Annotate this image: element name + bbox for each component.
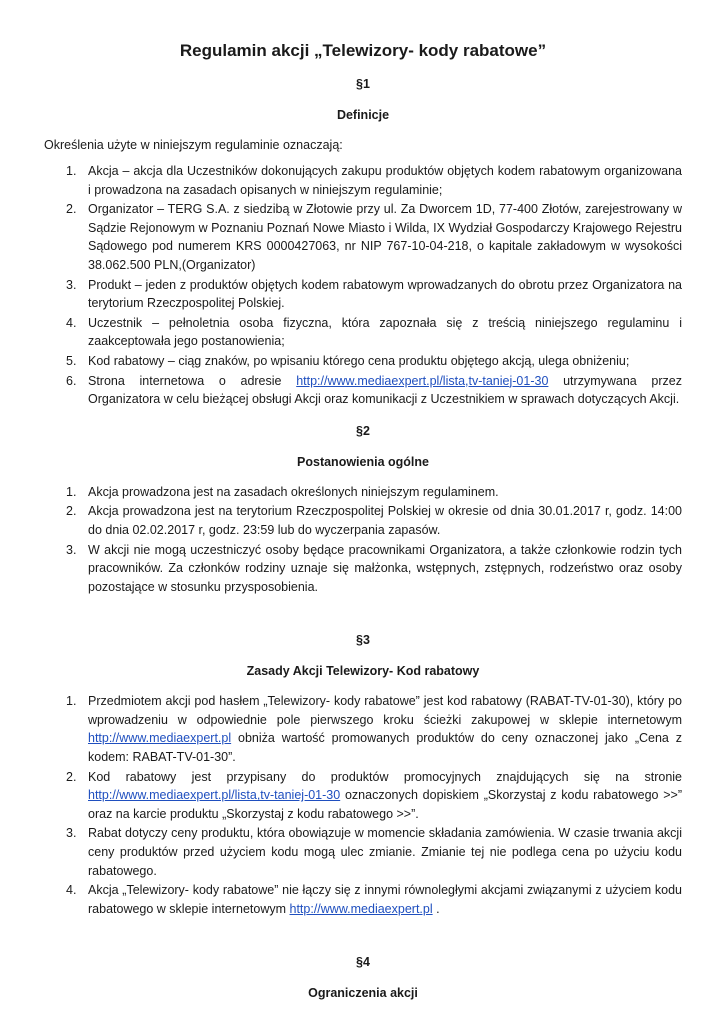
section-4: [44, 953, 682, 1002]
section-1: [44, 75, 682, 409]
document-page: [44, 40, 682, 1014]
list-item: [44, 502, 682, 539]
list-item: [44, 372, 682, 409]
list-item: [44, 352, 682, 371]
list-item-number: 5.: [66, 353, 77, 368]
section-heading: Definicje: [336, 108, 390, 122]
list-item-number: 4.: [66, 315, 77, 330]
item-text: W akcji nie mogą uczestniczyć osoby będące pracownikami Organizatora, a także członkowie rodzin tych pracowników. Za członków rodziny uznaje się małżonka, wstępnych, zstępnych, rodzeństwo oraz osoby pozostające w stosunku przysposobienia.: [88, 542, 682, 594]
list-item: [44, 162, 682, 199]
item-text: Produkt – jeden z produktów objętych kodem rabatowym wprowadzanych do obrotu przez Organizatora na terytorium Rzeczpospolitej Polskiej.: [88, 277, 682, 311]
section-number: §1: [356, 77, 370, 91]
list-item: [44, 541, 682, 597]
item-text: Akcja – akcja dla Uczestników dokonujących zakupu produktów objętych kodem rabatowym organizowana i prowadzona na zasadach opisanych w niniejszym regulaminie;: [88, 164, 682, 197]
hyperlink[interactable]: http://www.mediaexpert.pl/lista,tv-taniej-01-30: [88, 788, 341, 803]
section-heading: Ograniczenia akcji: [308, 986, 418, 1001]
section-heading: Zasady Akcji Telewizory- Kod rabatowy: [246, 664, 480, 679]
list-item: [44, 276, 682, 313]
section-number: §3: [356, 633, 370, 648]
hyperlink[interactable]: http://www.mediaexpert.pl: [289, 901, 433, 916]
item-text: .: [432, 901, 440, 916]
item-text: oznaczonych dopiskiem „Skorzystaj z kodu rabatowego >>” oraz na karcie produktu „Skorzystaj z kodu rabatowego >>”.: [88, 788, 682, 821]
list-item: [44, 692, 682, 766]
definitions-list: [44, 162, 682, 409]
hyperlink[interactable]: http://www.mediaexpert.pl: [88, 731, 232, 746]
list-item-number: 6.: [66, 373, 77, 388]
document-title: Regulamin akcji „Telewizory- kody rabatowe”: [179, 41, 547, 60]
rules-list: [44, 692, 682, 918]
section-3: [44, 631, 682, 918]
item-text: Organizator – TERG S.A. z siedzibą w Złotowie przy ul. Za Dworcem 1D, 77-400 Złotów, zarejestrowany w Sądzie Rejonowym w Poznaniu Poznań Nowe Miasto i Wilda, IX Wydział Gospodarczy Krajowego Rejestru Sądowego pod numerem KRS 0000427063, nr NIP 767-10-04-218, o kapitale zakładowym w wysokości 38.062.500 PLN,(Organizator): [88, 202, 682, 272]
list-item: [44, 483, 682, 502]
item-text: Kod rabatowy jest przypisany do produktów promocyjnych znajdujących się na stronie: [88, 769, 682, 784]
hyperlink[interactable]: http://www.mediaexpert.pl/lista,tv-taniej-01-30: [296, 373, 549, 388]
item-text: Akcja prowadzona jest na terytorium Rzeczpospolitej Polskiej w okresie od dnia 30.01.2017 r, godz. 14:00 do dnia 02.02.2017 r, godz. 23:59 lub do wyczerpania zapasów.: [88, 504, 682, 537]
list-item-number: 1.: [66, 164, 77, 178]
list-item: [44, 314, 682, 351]
section-number: §4: [356, 955, 370, 970]
list-item-number: 3.: [66, 277, 77, 292]
list-item: [44, 881, 682, 918]
list-item: [44, 824, 682, 880]
item-text: Akcja „Telewizory- kody rabatowe” nie łączy się z innymi równoległymi akcjami związanymi z użyciem kodu rabatowego w sklepie internetowym: [88, 883, 682, 916]
list-item-number: 1.: [66, 484, 77, 499]
section-2: [44, 422, 682, 597]
list-item: [44, 200, 682, 274]
item-text: Uczestnik – pełnoletnia osoba fizyczna, która zapoznała się z treścią niniejszego regulaminu i zaakceptowała jego postanowienia;: [88, 315, 682, 349]
general-provisions-list: [44, 483, 682, 597]
item-text: obniża wartość promowanych produktów do ceny oznaczonej jako „Cena z kodem: RABAT-TV-01-30”.: [88, 731, 682, 765]
item-text: Przedmiotem akcji pod hasłem „Telewizory- kody rabatowe” jest kod rabatowy (RABAT-TV-01-30), który po wprowadzeniu w odpowiednie pole pierwszego kroku ścieżki zakupowej w sklepie internetowym: [88, 694, 682, 727]
item-text: Strona internetowa o adresie: [88, 373, 297, 388]
item-text: Rabat dotyczy ceny produktu, która obowiązuje w momencie składania zamówienia. W czasie trwania akcji ceny produktów przed użyciem kodu mogą ulec zmianie. Zmianie tej nie podlega cena po użyciu kodu rabatowego.: [88, 826, 682, 878]
item-text: Akcja prowadzona jest na zasadach określonych niniejszym regulaminem.: [88, 484, 499, 499]
list-item-number: 3.: [66, 542, 77, 557]
section-number: §2: [356, 423, 370, 438]
list-item-number: 3.: [66, 826, 77, 841]
list-item-number: 4.: [66, 883, 77, 898]
list-item-number: 2.: [66, 202, 77, 217]
list-item-number: 2.: [66, 504, 77, 519]
item-text: utrzymywana przez Organizatora w celu bieżącej obsługi Akcji oraz komunikacji z Uczestnikiem w sprawach dotyczących Akcji.: [88, 373, 682, 407]
list-item-number: 1.: [66, 694, 77, 709]
list-item: [44, 768, 682, 824]
section-intro: Określenia użyte w niniejszym regulaminie oznaczają:: [44, 138, 343, 152]
list-item-number: 2.: [66, 769, 77, 784]
section-heading: Postanowienia ogólne: [297, 454, 429, 469]
item-text: Kod rabatowy – ciąg znaków, po wpisaniu którego cena produktu objętego akcją, ulega obniżeniu;: [88, 353, 630, 368]
